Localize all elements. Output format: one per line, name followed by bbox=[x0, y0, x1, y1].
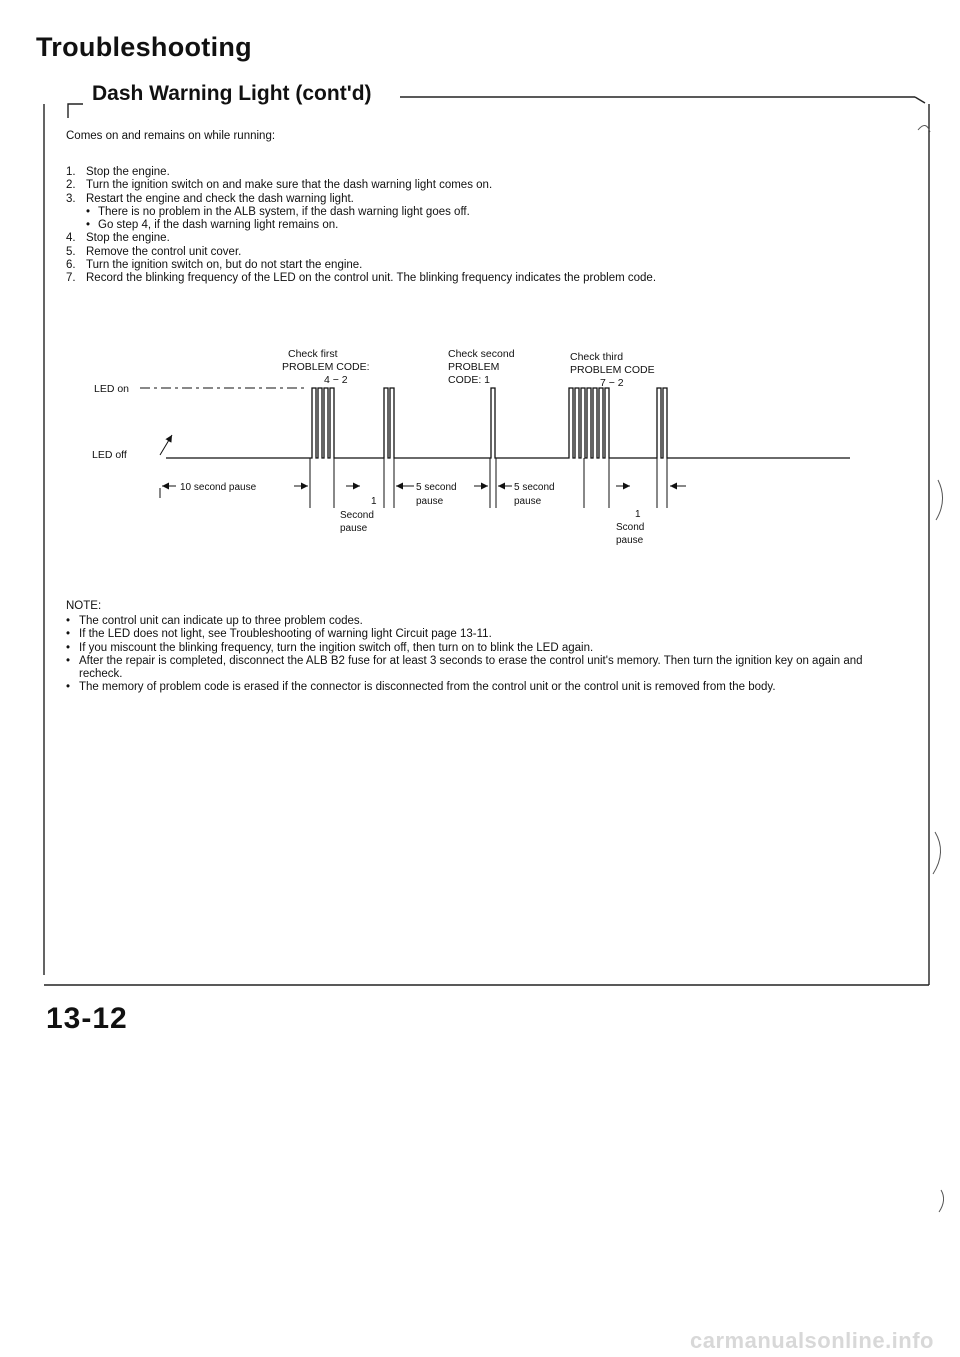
second-pause-label: Second bbox=[340, 510, 374, 521]
step-item: 4. Stop the engine. bbox=[66, 232, 170, 245]
step-item: 6. Turn the ignition switch on, but do not start the engine. bbox=[66, 259, 363, 272]
step-item: 2. Turn the ignition switch on and make sure that the dash warning light comes on. bbox=[66, 179, 493, 192]
step-item: 3. Restart the engine and check the dash warning light. bbox=[66, 192, 354, 205]
check-first-code: 4 − 2 bbox=[324, 374, 348, 386]
check-third-code: 7 − 2 bbox=[600, 377, 624, 389]
led-off-label: LED off bbox=[92, 449, 127, 461]
binder-mark bbox=[939, 1190, 944, 1212]
note-item: • If the LED does not light, see Troubleshooting of warning light Circuit page 13-11. bbox=[66, 628, 492, 641]
procedure-steps bbox=[66, 166, 896, 286]
pause-label-5s: pause bbox=[416, 496, 444, 507]
scond-pause-label: pause bbox=[616, 535, 644, 546]
procedure-intro: Comes on and remains on while running: bbox=[66, 130, 276, 142]
note-item: • The control unit can indicate up to three problem codes. bbox=[66, 615, 363, 627]
check-second-label: PROBLEM bbox=[448, 361, 500, 373]
scond-pause-label: Scond bbox=[616, 522, 645, 533]
check-first-label: PROBLEM CODE: bbox=[282, 361, 370, 373]
second-pause-label: pause bbox=[340, 523, 368, 534]
check-third-label: PROBLEM CODE bbox=[570, 364, 655, 376]
note-item: • If you miscount the blinking frequency, turn the ingition switch off, then turn on to blink the LED again. bbox=[66, 641, 594, 654]
binder-mark bbox=[933, 832, 941, 874]
section-subtitle: Dash Warning Light (cont'd) bbox=[92, 82, 372, 105]
interval-label: 1 bbox=[635, 509, 641, 520]
interval-label: 1 bbox=[371, 496, 377, 507]
subtitle-bracket bbox=[68, 104, 83, 118]
step-item: 7. Record the blinking frequency of the LED on the control unit. The blinking frequency indicates the problem code. bbox=[66, 272, 657, 285]
check-second-code: CODE: 1 bbox=[448, 374, 491, 386]
pause-arrow bbox=[160, 435, 172, 455]
step-subitem: • There is no problem in the ALB system, if the dash warning light goes off. bbox=[86, 205, 470, 218]
check-third-label: Check third bbox=[570, 351, 624, 363]
led-timing-diagram bbox=[0, 340, 960, 560]
step-item: 1. Stop the engine. bbox=[66, 166, 170, 178]
binder-mark bbox=[918, 125, 930, 132]
page-number: 13-12 bbox=[46, 1002, 128, 1035]
note-title: NOTE: bbox=[66, 600, 102, 612]
top-rule-tail bbox=[915, 97, 925, 103]
led-on-label: LED on bbox=[94, 383, 130, 395]
step-subitem: • Go step 4, if the dash warning light remains on. bbox=[86, 219, 339, 232]
note-list bbox=[66, 615, 906, 695]
footer-watermark: carmanualsonline.info bbox=[690, 1328, 934, 1353]
pause-label-5s: 5 second bbox=[514, 482, 555, 493]
note-item: • After the repair is completed, disconnect the ALB B2 fuse for at least 3 seconds to erase the control unit's memory. Then turn the ignition key on again and recheck. bbox=[66, 654, 863, 681]
pause-label-5s: pause bbox=[514, 496, 542, 507]
pause-label-5s: 5 second bbox=[416, 482, 457, 493]
note-item: • The memory of problem code is erased if the connector is disconnected from the control unit or the control unit is removed from the body. bbox=[66, 681, 776, 694]
check-first-label: Check first bbox=[288, 348, 338, 360]
led-pulse-waveform bbox=[166, 388, 850, 458]
page-title: Troubleshooting bbox=[36, 32, 252, 62]
pause-label-10s: 10 second pause bbox=[180, 482, 257, 493]
check-second-label: Check second bbox=[448, 348, 515, 360]
step-item: 5. Remove the control unit cover. bbox=[66, 245, 242, 258]
